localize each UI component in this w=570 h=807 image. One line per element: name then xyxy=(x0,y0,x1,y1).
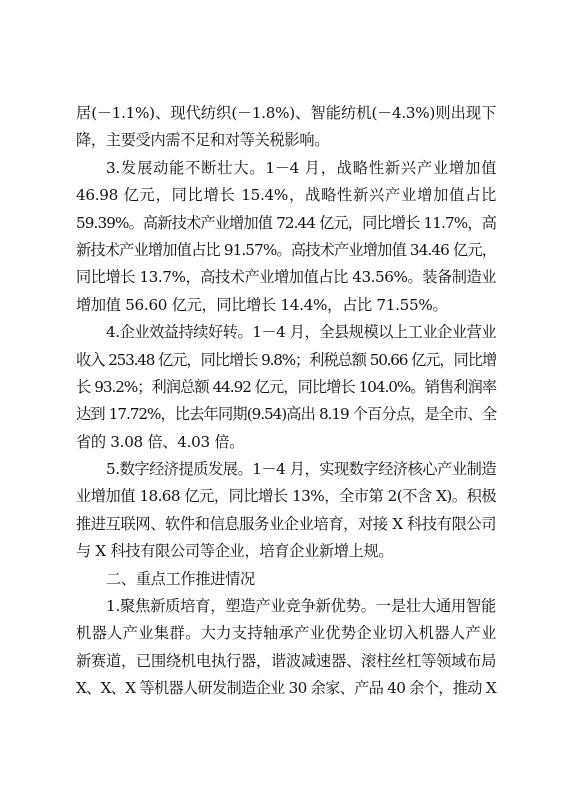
text-line: 5.数字经济提质发展。1－4 月，实现数字经济核心产业制造 xyxy=(106,460,497,479)
text-line: 推进互联网、软件和信息服务业企业培育，对接 X 科技有限公司 xyxy=(76,514,496,533)
text-line: 居(－1.1%)、现代纺织(－1.8%)、智能纺机(－4.3%)则出现下 xyxy=(76,104,496,122)
text-line: 新赛道，已围绕机电执行器，谐波减速器、滚柱丝杠等领域布局 xyxy=(76,651,496,670)
text-line: 二、重点工作推进情况 xyxy=(106,569,255,588)
text-line: X、X、X 等机器人研发制造企业 30 余家、产品 40 余个，推动 X xyxy=(76,679,496,698)
text-line: 收入 253.48 亿元，同比增长 9.8%；利税总额 50.66 亿元，同比增 xyxy=(76,350,496,369)
text-line: 59.39%。高新技术产业增加值 72.44 亿元，同比增长 11.7%，高 xyxy=(76,213,496,232)
text-line: 降，主要受内需不足和对等关税影响。 xyxy=(76,131,330,150)
document-body-text xyxy=(76,100,496,703)
text-line: 46.98 亿元，同比增长 15.4%，战略性新兴产业增加值占比 xyxy=(76,186,496,205)
text-line: 达到 17.72%，比去年同期(9.54)高出 8.19 个百分点，是全市、全 xyxy=(76,405,496,424)
text-line: 增加值 56.60 亿元，同比增长 14.4%，占比 71.55%。 xyxy=(76,295,448,314)
text-line: 4.企业效益持续好转。1－4 月，全县规模以上工业企业营业 xyxy=(106,323,497,342)
text-line: 3.发展动能不断壮大。1－4 月，战略性新兴产业增加值 xyxy=(106,158,496,177)
text-line: 新技术产业增加值占比 91.57%。高技术产业增加值 34.46 亿元， xyxy=(76,240,496,259)
text-line: 长 93.2%；利润总额 44.92 亿元，同比增长 104.0%。销售利润率 xyxy=(76,377,496,396)
text-line: 1.聚焦新质培育，塑造产业竞争新优势。一是壮大通用智能 xyxy=(106,597,496,616)
text-line: 机器人产业集群。大力支持轴承产业优势企业切入机器人产业 xyxy=(76,624,496,643)
text-line: 与 X 科技有限公司等企业，培育企业新增上规。 xyxy=(76,542,394,561)
text-line: 省的 3.08 倍、4.03 倍。 xyxy=(76,432,245,451)
text-line: 同比增长 13.7%，高技术产业增加值占比 43.56%。装备制造业 xyxy=(76,268,496,287)
text-line: 业增加值 18.68 亿元，同比增长 13%，全市第 2(不含 X)。积极 xyxy=(76,487,496,506)
